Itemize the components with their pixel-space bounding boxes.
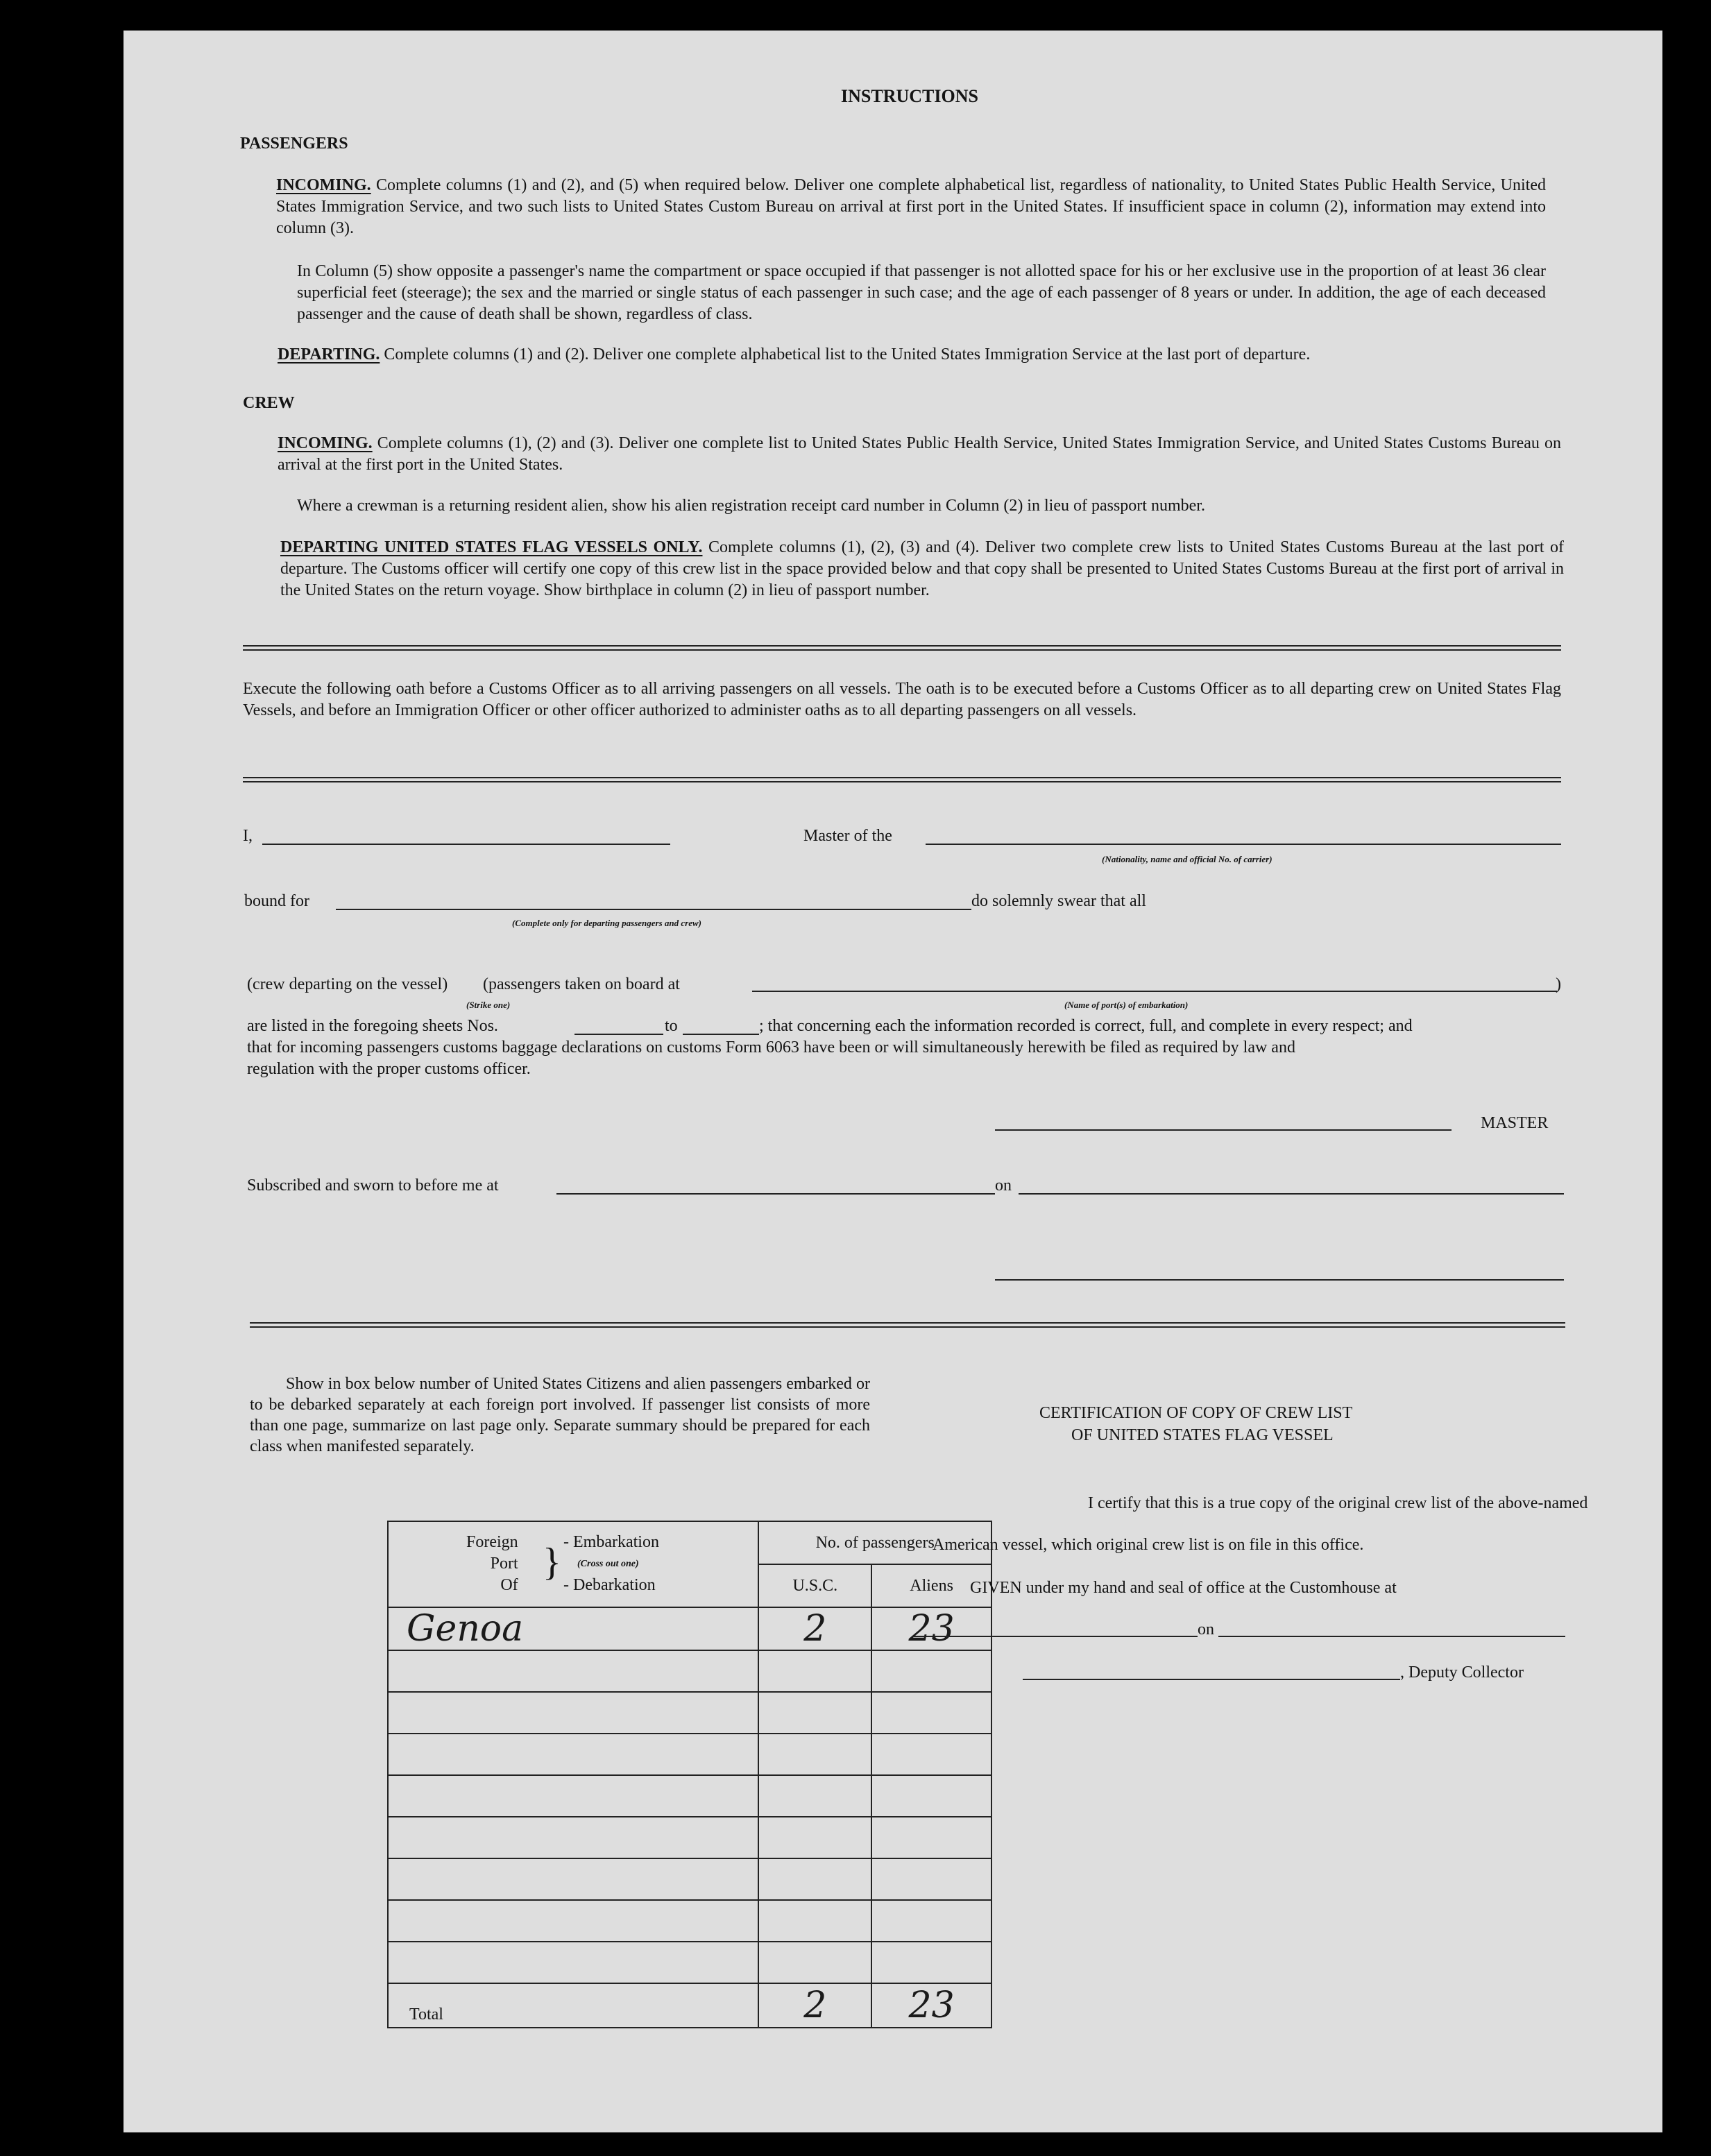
usc-cell[interactable] bbox=[758, 1817, 871, 1858]
certification-on-label: on bbox=[1198, 1620, 1214, 1639]
ports-field[interactable] bbox=[752, 991, 1557, 992]
crew-departing-text: Complete columns (1), (2), (3) and (4). Deliver two complete crew lists to United States Customs Bureau at the last port of departure. The Customs officer will certify one copy of this crew list in the space provided below and that copy shall be presented to United States Customs Bureau at the first port of arrival in the United States on the return voyage. Show birthplace in column (2) in lieu of passport number. bbox=[280, 538, 1565, 599]
carrier-caption: (Nationality, name and official No. of carrier) bbox=[1102, 854, 1272, 864]
sheets-line3: regulation with the proper customs officer. bbox=[247, 1060, 531, 1078]
crew-departing-label: DEPARTING UNITED STATES FLAG VESSELS ONLY. bbox=[280, 538, 703, 556]
certification-title-line1: CERTIFICATION OF COPY OF CREW LIST bbox=[1039, 1404, 1353, 1422]
port-cell[interactable] bbox=[388, 1775, 758, 1817]
port-cell[interactable] bbox=[388, 1650, 758, 1692]
oath-divider bbox=[243, 777, 1561, 782]
certification-date-field[interactable] bbox=[1218, 1636, 1565, 1637]
total-row bbox=[388, 1983, 991, 2028]
usc-cell[interactable] bbox=[758, 1900, 871, 1942]
embark-debark-labels bbox=[563, 1532, 659, 1596]
bound-for-label: bound for bbox=[244, 892, 309, 910]
master-of-the-label: Master of the bbox=[803, 827, 892, 845]
crew-incoming-label: INCOMING. bbox=[278, 434, 373, 452]
usc-cell[interactable] bbox=[758, 1858, 871, 1900]
subscribed-label: Subscribed and sworn to before me at bbox=[247, 1177, 499, 1195]
subscribed-date-field[interactable] bbox=[1019, 1193, 1564, 1195]
aliens-cell[interactable] bbox=[871, 1650, 991, 1692]
sheets-prefix: are listed in the foregoing sheets Nos. bbox=[247, 1017, 498, 1035]
deputy-collector-label: , Deputy Collector bbox=[1400, 1663, 1524, 1682]
total-aliens-cell[interactable]: 23 bbox=[871, 1983, 991, 2028]
passengers-incoming-text: Complete columns (1) and (2), and (5) when required below. Deliver one complete alphabetical list, regardless of nationality, to United States Public Health Service, United States Immigration Service, and two such lists to United States Custom Bureau on arrival at first port in the United States. If insufficient space in column (2), information may extend into column (3). bbox=[276, 176, 1546, 237]
passengers-column5-paragraph: In Column (5) show opposite a passenger's name the compartment or space occupied if that passenger is not allotted space for his or her exclusive use in the proportion of at least 36 clear superficial feet (steerage); the sex and the married or single status of each passenger in such case; and the age of each passenger of 8 years or under. In addition, the age of each deceased passenger and the cause of death shall be shown, regardless of class. bbox=[297, 262, 1546, 323]
total-label: Total bbox=[388, 1983, 758, 2028]
port-header-cell bbox=[388, 1521, 758, 1607]
no-of-passengers-header: No. of passengers bbox=[758, 1521, 991, 1564]
aliens-cell[interactable] bbox=[871, 1900, 991, 1942]
sheets-to-label: to bbox=[665, 1017, 678, 1035]
port-cell[interactable] bbox=[388, 1817, 758, 1858]
aliens-header: Aliens bbox=[871, 1564, 991, 1607]
crew-departing-option: (crew departing on the vessel) bbox=[247, 975, 448, 993]
passengers-taken-option: (passengers taken on board at bbox=[483, 975, 680, 993]
port-cell[interactable] bbox=[388, 1692, 758, 1734]
aliens-cell[interactable] bbox=[871, 1692, 991, 1734]
foreign-port-of-label: Foreign Port Of bbox=[466, 1533, 518, 1594]
passengers-heading: PASSENGERS bbox=[240, 135, 348, 153]
certify-line2: American vessel, which original crew list is on file in this office. bbox=[933, 1536, 1364, 1554]
crew-heading: CREW bbox=[243, 394, 295, 412]
certification-title-line2: OF UNITED STATES FLAG VESSEL bbox=[1071, 1426, 1334, 1444]
embarkation-label: - Embarkation bbox=[563, 1533, 659, 1551]
certify-line1: I certify that this is a true copy of the original crew list of the above-named bbox=[1088, 1494, 1588, 1512]
usc-header: U.S.C. bbox=[758, 1564, 871, 1607]
bound-for-caption: (Complete only for departing passengers and crew) bbox=[512, 918, 701, 928]
summary-header-row bbox=[388, 1521, 991, 1564]
table-row bbox=[388, 1775, 991, 1817]
aliens-cell[interactable]: 23 bbox=[871, 1607, 991, 1650]
table-row bbox=[388, 1650, 991, 1692]
passengers-departing-paragraph bbox=[278, 344, 1561, 366]
deputy-collector-signature-field[interactable] bbox=[1023, 1679, 1400, 1680]
sheets-rest: ; that concerning each the information recorded is correct, full, and complete in every respect; and bbox=[759, 1017, 1413, 1035]
passengers-departing-label: DEPARTING. bbox=[278, 345, 380, 363]
aliens-cell[interactable] bbox=[871, 1817, 991, 1858]
port-cell[interactable] bbox=[388, 1900, 758, 1942]
crew-departing-paragraph bbox=[280, 537, 1564, 601]
bound-for-field[interactable] bbox=[336, 909, 971, 910]
passengers-incoming-label: INCOMING. bbox=[276, 176, 371, 194]
sheet-to-field[interactable] bbox=[683, 1034, 759, 1035]
aliens-cell[interactable] bbox=[871, 1858, 991, 1900]
swear-text: do solemnly swear that all bbox=[971, 892, 1146, 910]
master-signature-field[interactable] bbox=[995, 1129, 1452, 1131]
sheets-line2: that for incoming passengers customs baggage declarations on customs Form 6063 have been or will simultaneously herewith be filed as required by law and bbox=[247, 1038, 1295, 1056]
form-sheet bbox=[124, 31, 1662, 2132]
given-line: GIVEN under my hand and seal of office at the Customhouse at bbox=[970, 1579, 1397, 1597]
usc-cell[interactable] bbox=[758, 1650, 871, 1692]
carrier-field[interactable] bbox=[926, 844, 1561, 845]
ports-caption: (Name of port(s) of embarkation) bbox=[1064, 1000, 1189, 1010]
cross-out-caption: (Cross out one) bbox=[577, 1559, 639, 1569]
usc-cell[interactable]: 2 bbox=[758, 1607, 871, 1650]
customhouse-field[interactable] bbox=[913, 1636, 1198, 1637]
port-cell[interactable] bbox=[388, 1942, 758, 1983]
port-cell[interactable] bbox=[388, 1734, 758, 1775]
aliens-cell[interactable] bbox=[871, 1734, 991, 1775]
table-row bbox=[388, 1692, 991, 1734]
oath-i-label: I, bbox=[243, 827, 253, 845]
debarkation-label: - Debarkation bbox=[563, 1576, 656, 1594]
oath-intro-paragraph: Execute the following oath before a Customs Officer as to all arriving passengers on all vessels. The oath is to be executed before a Customs Officer as to all departing crew on United States Flag Vessels, and before an Immigration Officer or other officer authorized to administer oaths as to all departing passengers on all vessels. bbox=[243, 680, 1561, 719]
subscribed-on-label: on bbox=[995, 1177, 1012, 1195]
passengers-incoming-paragraph bbox=[276, 175, 1546, 239]
aliens-cell[interactable] bbox=[871, 1942, 991, 1983]
passenger-summary-table bbox=[387, 1521, 992, 2028]
page-title: INSTRUCTIONS bbox=[841, 86, 978, 106]
table-row bbox=[388, 1607, 991, 1650]
table-row bbox=[388, 1858, 991, 1900]
crew-incoming-text: Complete columns (1), (2) and (3). Deliver one complete list to United States Public Health Service, United States Immigration Service, and United States Customs Bureau on arrival at the first port in the United States. bbox=[278, 434, 1561, 474]
port-cell[interactable]: Genoa bbox=[388, 1607, 758, 1650]
brace-icon: } bbox=[543, 1541, 561, 1584]
master-name-field[interactable] bbox=[262, 844, 670, 845]
master-label: MASTER bbox=[1481, 1114, 1549, 1132]
ports-close-paren: ) bbox=[1556, 975, 1561, 993]
crew-alien-paragraph: Where a crewman is a returning resident alien, show his alien registration receipt card number in Column (2) in lieu of passport number. bbox=[297, 497, 1205, 515]
section-divider bbox=[243, 645, 1561, 651]
table-row bbox=[388, 1942, 991, 1983]
usc-cell[interactable] bbox=[758, 1692, 871, 1734]
port-cell[interactable] bbox=[388, 1858, 758, 1900]
officer-signature-field[interactable] bbox=[995, 1279, 1564, 1281]
strike-one-caption: (Strike one) bbox=[466, 1000, 511, 1010]
crew-incoming-paragraph bbox=[278, 433, 1561, 476]
sheet-from-field[interactable] bbox=[574, 1034, 663, 1035]
summary-instructions: Show in box below number of United States Citizens and alien passengers embarked or to be debarked separately at each foreign port involved. If passenger list consists of more than one page, summarize on last page only. Separate summary should be prepared for each class when manifested separately. bbox=[250, 1375, 870, 1455]
usc-cell[interactable] bbox=[758, 1734, 871, 1775]
table-row bbox=[388, 1734, 991, 1775]
usc-cell[interactable] bbox=[758, 1775, 871, 1817]
table-row bbox=[388, 1817, 991, 1858]
total-usc-cell[interactable]: 2 bbox=[758, 1983, 871, 2028]
passengers-departing-text: Complete columns (1) and (2). Deliver one complete alphabetical list to the United States Immigration Service at the last port of departure. bbox=[384, 345, 1311, 363]
subscribed-place-field[interactable] bbox=[556, 1193, 995, 1195]
usc-cell[interactable] bbox=[758, 1942, 871, 1983]
summary-divider bbox=[250, 1322, 1565, 1328]
aliens-cell[interactable] bbox=[871, 1775, 991, 1817]
table-row bbox=[388, 1900, 991, 1942]
